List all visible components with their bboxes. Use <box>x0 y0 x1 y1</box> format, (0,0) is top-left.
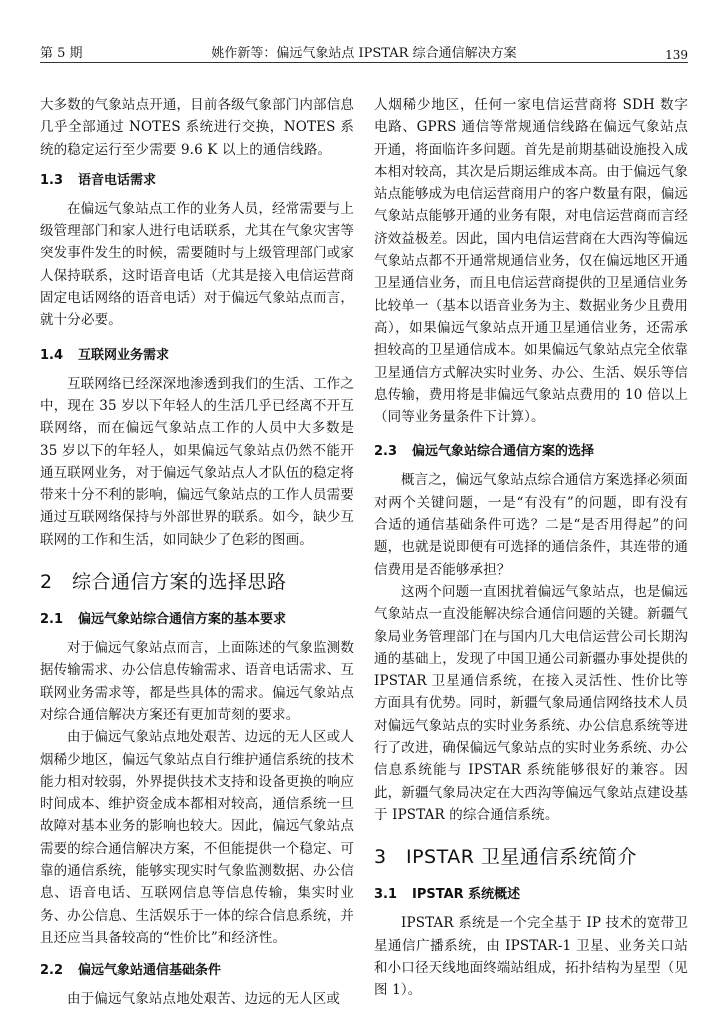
page-header <box>0 0 728 70</box>
paragraph: 这两个问题一直困扰着偏远气象站点，也是偏远气象站点一直没能解决综合通信问题的关键。新疆气象局业务管理部门在与国内几大电信运营公司长期沟通的基础上，发现了中国卫通公司新疆办事处提供的 IPSTAR 卫星通信系统，在接入灵活性、性价比等方面具有优势。同时，新疆气象局通信网络技术人员对偏远气象站点的实时业务系统、办公信息系统等进行了改进，确保偏远气象站点的实时业务系统、办公信息系统能与 IPSTAR 系统能够很好的兼容。因此，新疆气象局决定在大西沟等偏远气象站点建设基于 IPSTAR 的综合通信系统。 <box>374 583 688 823</box>
paragraph: 对于偏远气象站点而言，上面陈述的气象监测数据传输需求、办公信息传输需求、语音电话需求、互联网业务需求等，都是些具体的需求。偏远气象站点对综合通信解决方案还有更加苛刻的要求。 <box>40 640 354 723</box>
paragraph: 由于偏远气象站点地处艰苦、边远的无人区或 <box>67 991 340 1008</box>
section-number: 1.3 <box>40 172 64 188</box>
section-number: 1.4 <box>40 347 64 363</box>
section-title: IPSTAR 系统概述 <box>412 887 521 903</box>
section-title: 偏远气象站综合通信方案的选择 <box>412 444 595 460</box>
section-heading-1-4 <box>40 344 354 363</box>
section-heading-2-2 <box>40 959 354 978</box>
header-rule <box>40 62 688 63</box>
section-heading-2-3 <box>374 440 688 459</box>
paragraph: 互联网络已经深深地渗透到我们的生活、工作之中，现在 35 岁以下年轻人的生活几乎已经离不开互联网络，而在偏远气象站点工作的人员中大多数是 35 岁以下的年轻人，如果偏远气象站点仍然不能开通互联网业务，对于偏远气象站点人才队伍的稳定将带来十分不利的影响，偏远气象站点的工作人员需要通过互联网络保持与外部世界的联系。如今，缺少互联网的工作和生活，如同缺少了色彩的图画。 <box>40 375 354 548</box>
left-column <box>40 94 354 1011</box>
paragraph: 概言之，偏远气象站点综合通信方案选择必须面对两个关键问题，一是“有没有”的问题，即有没有合适的通信基础条件可选？二是“是否用得起”的问题，也就是说即便有可选择的通信条件，其连带的通信费用是否能够承担？ <box>374 472 688 578</box>
running-title: 姚作新等：偏远气象站点 IPSTAR 综合通信解决方案 <box>211 46 517 61</box>
paragraph: IPSTAR 系统是一个完全基于 IP 技术的宽带卫星通信广播系统，由 IPSTAR-1 卫星、业务关口站和小口径天线地面终端站组成，拓扑结构为星型（见图 1）。 <box>374 915 688 999</box>
paragraph: 人烟稀少地区，任何一家电信运营商将 SDH 数字电路、GPRS 通信等常规通信线路在偏远气象站点开通，将面临许多问题。首先是前期基础设施投入成本相对较高，其次是后期运维成本高。由于偏远气象站点能够成为电信运营商用户的客户数量有限，偏远气象站点能够开通的业务有限，对电信运营商而言经济效益极差。因此，国内电信运营商在大西沟等偏远气象站点都不开通常规通信业务，仅在偏远地区开通卫星通信业务，而且电信运营商提供的卫星通信业务比较单一（基本以语音业务为主、数据业务少且费用高），如果偏远气象站点开通卫星通信业务，还需承担较高的卫星通信成本。如果偏远气象站点完全依靠卫星通信方式解决实时业务、办公、生活、娱乐等信息传输，费用将是非偏远气象站点费用的 10 倍以上（同等业务量条件下计算）。 <box>374 97 688 426</box>
section-title: 偏远气象站综合通信方案的基本要求 <box>78 612 287 628</box>
section-heading-3 <box>374 842 688 869</box>
section-title: 互联网业务需求 <box>78 347 170 363</box>
section-number: 3 <box>374 846 387 869</box>
right-column <box>374 94 688 1001</box>
section-heading-2-1 <box>40 608 354 627</box>
section-title: 综合通信方案的选择思路 <box>72 571 287 594</box>
paragraph: 大多数的气象站点开通，目前各级气象部门内部信息几乎全部通过 NOTES 系统进行交换，NOTES 系统的稳定运行至少需要 9.6 K 以上的通信线路。 <box>40 97 354 158</box>
section-number: 3.1 <box>374 887 398 903</box>
page-number: 139 <box>665 48 688 62</box>
section-heading-1-3 <box>40 169 354 188</box>
section-title: 偏远气象站通信基础条件 <box>78 963 222 979</box>
paragraph: 由于偏远气象站点地处艰苦、边远的无人区或人烟稀少地区，偏远气象站点自行维护通信系统的技术能力相对较弱，外界提供技术支持和设备更换的响应时间成本、维护资金成本都相对较高，通信系统一旦故障对基本业务的影响也较大。因此，偏远气象站点需要的综合通信解决方案，不但能提供一个稳定、可靠的通信系统，能够实现实时气象监测数据、办公信息、语音电话、互联网信息等信息传输，集实时业务、办公信息、生活娱乐于一体的综合信息系统，并且还应当具备较高的“性价比”和经济性。 <box>40 729 354 946</box>
issue-number: 第 5 期 <box>40 46 83 61</box>
paragraph: 在偏远气象站点工作的业务人员，经常需要与上级管理部门和家人进行电话联系，尤其在气象灾害等突发事件发生的时候，需要随时与上级管理部门或家人保持联系，这时语音电话（尤其是接入电信运营商固定电话网络的语音电话）对于偏远气象站点而言，就十分必要。 <box>40 200 354 329</box>
section-number: 2.1 <box>40 612 64 628</box>
section-number: 2 <box>40 571 53 594</box>
section-number: 2.2 <box>40 963 64 979</box>
section-heading-3-1 <box>374 883 688 902</box>
section-number: 2.3 <box>374 444 398 460</box>
section-title: IPSTAR 卫星通信系统简介 <box>406 846 637 869</box>
section-heading-2 <box>40 567 354 594</box>
section-title: 语音电话需求 <box>78 172 157 188</box>
